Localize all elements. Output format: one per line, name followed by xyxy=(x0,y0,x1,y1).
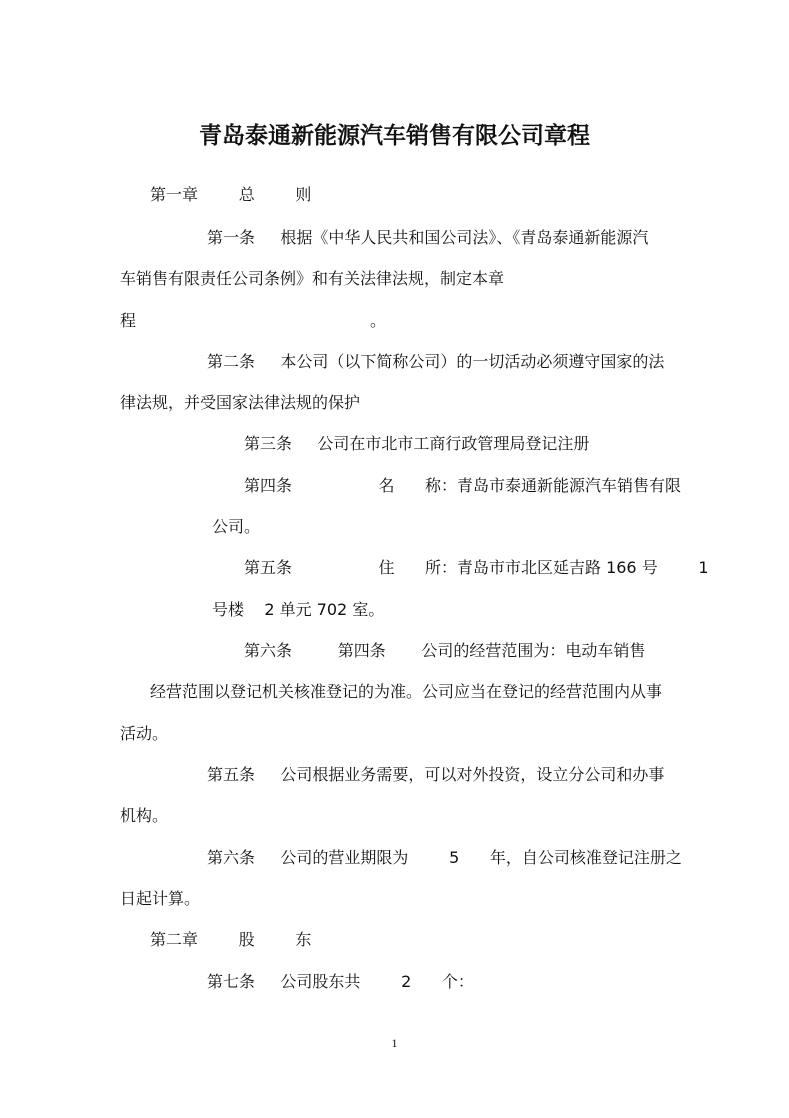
chapter-heading: 第一章 总 则 xyxy=(150,185,312,204)
article-line: 第五条 公司根据业务需要，可以对外投资，设立分公司和办事 xyxy=(207,765,665,784)
document-title: 青岛泰通新能源汽车销售有限公司章程 xyxy=(199,122,590,149)
article-line: 第五条 住 所：青岛市市北区延吉路 166 号 1 xyxy=(244,558,709,577)
article-line: 第二条 本公司（以下简称公司）的一切活动必须遵守国家的法 xyxy=(207,352,665,371)
article-line: 律法规，并受国家法律法规的保护 xyxy=(120,393,361,412)
article-line: 第三条 公司在市北市工商行政管理局登记注册 xyxy=(244,434,590,453)
article-line: 机构。 xyxy=(120,806,169,825)
article-line: 程 。 xyxy=(120,311,386,330)
article-line: 第一条 根据《中华人民共和国公司法》、《青岛泰通新能源汽 xyxy=(207,228,649,247)
article-line: 经营范围以登记机关核准登记的为准。公司应当在登记的经营范围内从事 xyxy=(150,682,663,701)
article-line: 第六条 公司的营业期限为 5 年，自公司核准登记注册之 xyxy=(207,848,682,867)
article-line: 第六条 第四条 公司的经营范围为：电动车销售 xyxy=(244,641,646,660)
page-number: 1 xyxy=(391,1036,398,1050)
article-line: 车销售有限责任公司条例》和有关法律法规，制定本章 xyxy=(120,269,505,288)
article-line: 第七条 公司股东共 2 个： xyxy=(207,972,474,991)
article-line: 公司。 xyxy=(212,517,261,536)
article-line: 号楼 2 单元 702 室。 xyxy=(212,600,385,619)
chapter-heading: 第二章 股 东 xyxy=(150,930,312,949)
article-line: 第四条 名 称：青岛市泰通新能源汽车销售有限 xyxy=(244,476,681,495)
article-line: 日起计算。 xyxy=(120,889,201,908)
article-line: 活动。 xyxy=(120,724,169,743)
